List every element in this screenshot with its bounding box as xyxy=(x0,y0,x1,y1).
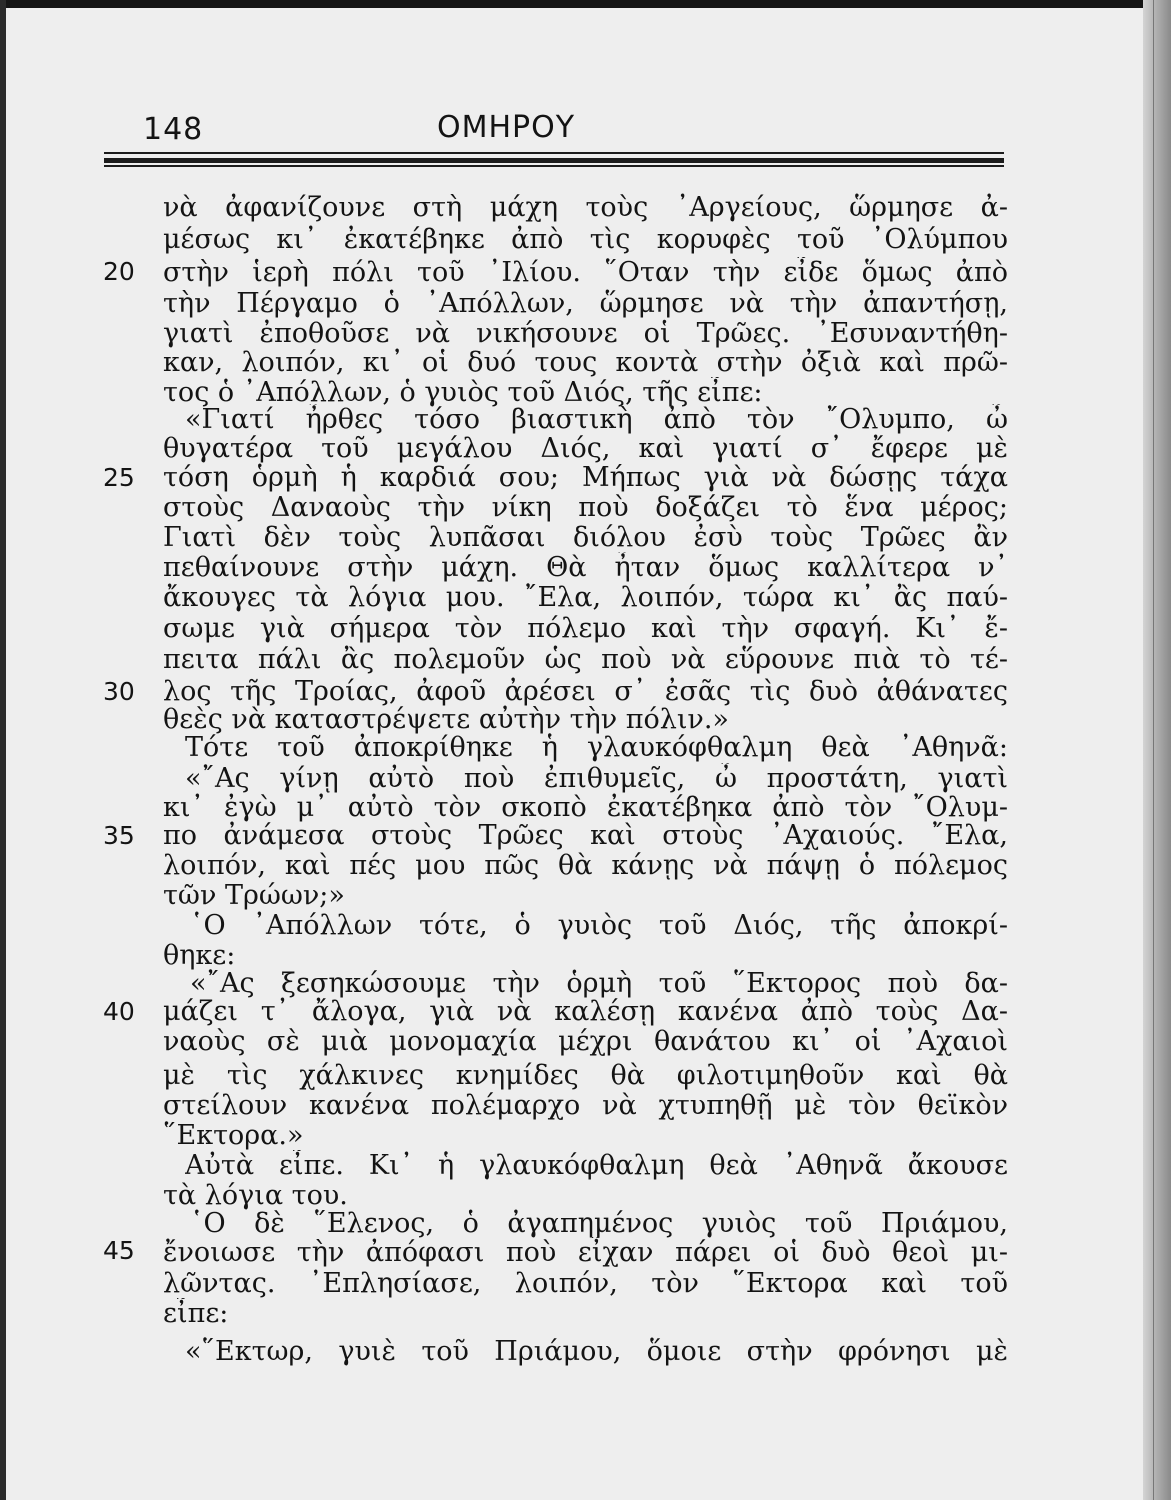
running-title: ΟΜΗΡΟΥ xyxy=(437,110,576,145)
text-line: θεὲς νὰ καταστρέψετε αὐτὴν τὴν πόλιν.» xyxy=(163,704,729,735)
line-number-30: 30 xyxy=(103,677,135,706)
text-line: στὴν ἱερὴ πόλι τοῦ ᾿Ιλίου. ῞Οταν τὴν εἶδε ὅμως ἀπὸ xyxy=(163,257,1008,288)
text-line: ῾Ο δὲ ῞Ελενος, ὁ ἀγαπημένος γυιὸς τοῦ Πριάμου, xyxy=(190,1208,1008,1239)
text-line: πεθαίνουνε στὴν μάχη. Θὰ ἦταν ὅμως καλλίτερα ν᾿ xyxy=(163,552,1008,583)
line-number-20: 20 xyxy=(103,257,135,286)
text-line: στοὺς Δαναοὺς τὴν νίκη ποὺ δοξάζει τὸ ἕνα μέρος; xyxy=(163,492,1008,523)
line-number-40: 40 xyxy=(103,997,135,1026)
header-rule-thin xyxy=(104,152,1004,154)
text-line: τος ὁ ᾿Απόλλων, ὁ γυιὸς τοῦ Διός, τῆς εἶπε: xyxy=(163,377,763,408)
page-right-edge xyxy=(1143,0,1171,1500)
text-line: τὰ λόγια του. xyxy=(163,1180,348,1211)
text-line: ῾Ο ᾿Απόλλων τότε, ὁ γυιὸς τοῦ Διός, τῆς ἀποκρί- xyxy=(190,910,1008,941)
text-line: πειτα πάλι ἂς πολεμοῦν ὡς ποὺ νὰ εὕρουνε πιὰ τὸ τέ- xyxy=(163,644,1008,675)
text-line: θηκε: xyxy=(163,940,236,971)
header-rule-lower xyxy=(104,165,1004,167)
text-line: Αὐτὰ εἶπε. Κι᾿ ἡ γλαυκόφθαλμη θεὰ ᾿Αθηνᾶ ἄκουσε xyxy=(185,1150,1008,1181)
text-line: ναοὺς σὲ μιὰ μονομαχία μέχρι θανάτου κι᾿ οἱ ᾿Αχαιοὶ xyxy=(163,1026,1008,1057)
text-line: θυγατέρα τοῦ μεγάλου Διός, καὶ γιατί σ᾿ ἔφερε μὲ xyxy=(163,433,1008,464)
text-line: λῶντας. ᾿Επλησίασε, λοιπόν, τὸν ῞Εκτορα καὶ τοῦ xyxy=(163,1268,1008,1299)
text-line: «῞Εκτωρ, γυιὲ τοῦ Πριάμου, ὅμοιε στὴν φρόνησι μὲ xyxy=(185,1336,1008,1367)
text-line: καν, λοιπόν, κι᾿ οἱ δυό τους κοντὰ στὴν ὀξιὰ καὶ πρῶ- xyxy=(163,347,1008,378)
text-line: σωμε γιὰ σήμερα τὸν πόλεμο καὶ τὴν σφαγή. Κι᾿ ἔ- xyxy=(163,613,1008,644)
text-line: ῞Εκτορα.» xyxy=(163,1120,304,1151)
text-line: «῎Ας ξεσηκώσουμε τὴν ὁρμὴ τοῦ ῞Εκτορος ποὺ δα- xyxy=(190,968,1008,999)
text-line: εἶπε: xyxy=(163,1298,229,1329)
text-line: νὰ ἀφανίζουνε στὴ μάχη τοὺς ᾿Αργείους, ὥρμησε ἀ- xyxy=(163,192,1008,223)
text-line: «῎Ας γίνῃ αὐτὸ ποὺ ἐπιθυμεῖς, ὦ προστάτη, γιατὶ xyxy=(185,763,1008,794)
text-line: «Γιατί ἦρθες τόσο βιαστικὴ ἀπὸ τὸν ῎Ολυμπο, ὦ xyxy=(185,404,1008,435)
text-line: ἔνοιωσε τὴν ἀπόφασι ποὺ εἶχαν πάρει οἱ δυὸ θεοὶ μι- xyxy=(163,1237,1008,1268)
text-line: τόση ὁρμὴ ἡ καρδιά σου; Μήπως γιὰ νὰ δώσῃς τάχα xyxy=(163,462,1008,493)
text-line: στείλουν κανένα πολέμαρχο νὰ χτυπηθῇ μὲ τὸν θεϊκὸν xyxy=(163,1090,1008,1121)
text-line: κι᾿ ἐγὼ μ᾿ αὐτὸ τὸν σκοπὸ ἐκατέβηκα ἀπὸ τὸν ῎Ολυμ- xyxy=(163,792,1008,823)
header-rule-thick xyxy=(104,158,1004,163)
line-number-35: 35 xyxy=(103,821,135,850)
text-line: ἄκουγες τὰ λόγια μου. ῎Ελα, λοιπόν, τώρα κι᾿ ἂς παύ- xyxy=(163,582,1008,613)
text-line: μὲ τὶς χάλκινες κνημίδες θὰ φιλοτιμηθοῦν καὶ θὰ xyxy=(163,1060,1008,1091)
text-line: τὴν Πέργαμο ὁ ᾿Απόλλων, ὥρμησε νὰ τὴν ἀπαντήσῃ, xyxy=(163,288,1008,319)
text-line: γιατὶ ἐποθοῦσε νὰ νικήσουνε οἱ Τρῶες. ᾿Εσυναντήθη- xyxy=(163,318,1008,349)
text-line: πο ἀνάμεσα στοὺς Τρῶες καὶ στοὺς ᾿Αχαιούς. ῎Ελα, xyxy=(163,820,1008,851)
text-line: Τότε τοῦ ἀποκρίθηκε ἡ γλαυκόφθαλμη θεὰ ᾿Αθηνᾶ: xyxy=(185,732,1008,763)
page-top-edge xyxy=(0,0,1171,8)
text-line: μέσως κι᾿ ἐκατέβηκε ἀπὸ τὶς κορυφὲς τοῦ ᾿Ολύμπου xyxy=(163,224,1008,255)
page-left-edge xyxy=(0,0,6,1500)
text-line: μάζει τ᾿ ἄλογα, γιὰ νὰ καλέσῃ κανένα ἀπὸ τοὺς Δα- xyxy=(163,996,1008,1027)
page-number: 148 xyxy=(143,112,204,147)
text-line: Γιατὶ δὲν τοὺς λυπᾶσαι διόλου ἐσὺ τοὺς Τρῶες ἂν xyxy=(163,522,1008,553)
text-line: λος τῆς Τροίας, ἀφοῦ ἀρέσει σ᾿ ἐσᾶς τὶς δυὸ ἀθάνατες xyxy=(163,676,1008,707)
line-number-25: 25 xyxy=(103,463,135,492)
text-line: τῶν Τρώων;» xyxy=(163,880,345,911)
line-number-45: 45 xyxy=(103,1236,135,1265)
text-line: λοιπόν, καὶ πές μου πῶς θὰ κάνῃς νὰ πάψῃ ὁ πόλεμος xyxy=(163,850,1008,881)
